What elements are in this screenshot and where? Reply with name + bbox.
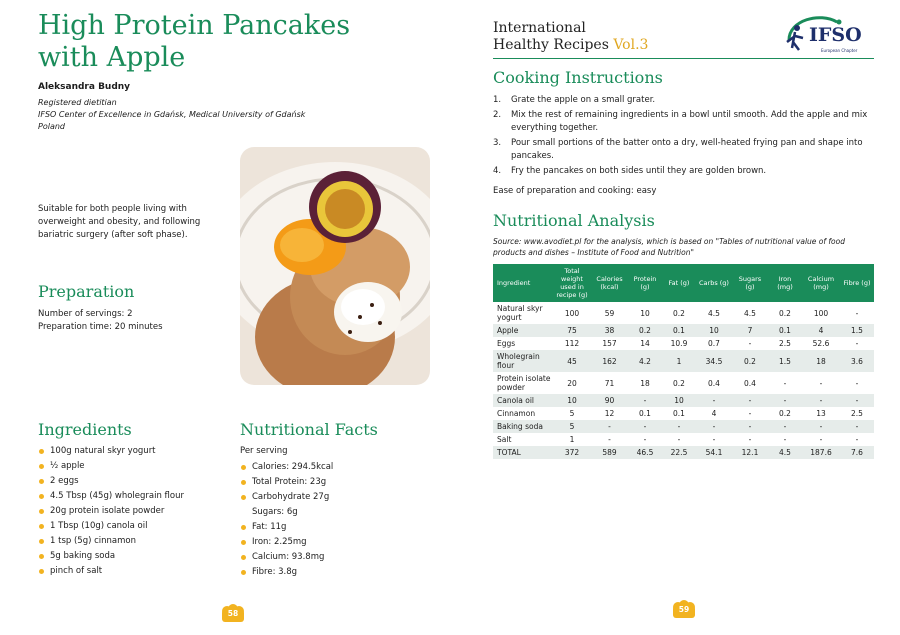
table-body — [493, 302, 874, 459]
list-item: 20g protein isolate powder — [38, 504, 233, 519]
list-item: 4. Fry the pancakes on both sides until they are golden brown. — [493, 166, 767, 176]
value-cell: - — [840, 420, 874, 433]
recipe-title: High Protein Pancakes with Apple — [38, 10, 351, 73]
value-cell: - — [643, 435, 647, 444]
value-cell: - — [855, 435, 859, 444]
value-cell: 0.1 — [768, 324, 802, 337]
list-item: Carbohydrate 27g — [240, 490, 435, 505]
table-row — [493, 446, 874, 459]
ingredient-cell: Salt — [497, 435, 512, 444]
list-item: Calories: 294.5kcal — [240, 460, 435, 475]
list-item: 4.5 Tbsp (45g) wholegrain flour — [38, 489, 233, 504]
value-cell: 10.9 — [670, 339, 688, 348]
value-cell: - — [768, 394, 802, 407]
column-header: Calcium (mg) — [802, 264, 840, 302]
ingredients-list — [38, 444, 233, 579]
value-cell: 71 — [604, 378, 615, 388]
value-cell: 4.2 — [628, 350, 662, 372]
value-cell: - — [819, 435, 823, 444]
preparation-heading: Preparation — [38, 282, 135, 301]
table-row — [493, 350, 874, 372]
recipe-description: Suitable for both people living with overweight and obesity, and following bariatric surgery (after soft phase). — [38, 204, 201, 240]
column-header: Total weight used in recipe (g) — [553, 264, 591, 302]
value-cell: 18 — [802, 350, 840, 372]
value-cell: 90 — [591, 394, 628, 407]
value-cell: 10 — [640, 308, 650, 318]
table-row — [493, 407, 874, 420]
value-cell: 3.6 — [840, 350, 874, 372]
value-cell: - — [712, 435, 716, 444]
list-item: Iron: 2.25mg — [240, 535, 435, 550]
analysis-source: Source: www.avodiet.pl for the analysis, which is based on "Tables of nutritional value of food products and dishes – Institute of Food and Nutrition" — [493, 237, 845, 257]
value-cell: - — [768, 420, 802, 433]
value-cell: 0.7 — [708, 339, 720, 348]
value-cell: 20 — [567, 378, 577, 388]
list-item: ½ apple — [38, 459, 233, 474]
value-cell: 0.2 — [673, 308, 685, 318]
value-cell: - — [819, 378, 823, 388]
author-name: Aleksandra Budny — [38, 82, 131, 92]
ifso-logo — [775, 10, 875, 58]
value-cell: 187.6 — [802, 446, 840, 459]
list-item: 1. Grate the apple on a small grater. — [493, 95, 656, 105]
value-cell: 112 — [564, 339, 580, 348]
value-cell: - — [677, 435, 681, 444]
value-cell: 0.2 — [628, 324, 662, 337]
value-cell: 14 — [640, 339, 650, 348]
servings-text: Number of servings: 2 — [38, 309, 133, 319]
value-cell: 38 — [591, 324, 628, 337]
step-text: Pour small portions of the batter onto a dry, well-heated frying pan and shape into pancakes. — [511, 138, 863, 161]
step-text: Grate the apple on a small grater. — [511, 95, 656, 105]
value-cell: 7.6 — [840, 446, 874, 459]
value-cell: 0.1 — [673, 409, 685, 418]
list-item: Fibre: 3.8g — [240, 565, 435, 580]
value-cell: 0.1 — [639, 409, 651, 418]
table-row — [493, 394, 874, 407]
table-row — [493, 324, 874, 337]
value-cell: 54.1 — [696, 446, 732, 459]
value-cell: - — [802, 420, 840, 433]
value-cell: 46.5 — [628, 446, 662, 459]
list-item: 1 Tbsp (10g) canola oil — [38, 519, 233, 534]
value-cell: - — [783, 435, 787, 444]
author-country: Poland — [38, 122, 65, 131]
ingredient-cell: Canola oil — [493, 394, 553, 407]
step-text: Mix the rest of remaining ingredients in a bowl until smooth. Add the apple and mix everything together. — [511, 110, 868, 133]
value-cell: 4.5 — [744, 308, 756, 318]
list-item: 3. Pour small portions of the batter onto a dry, well-heated frying pan and shape into pancakes. — [493, 138, 863, 161]
value-cell: 1 — [569, 435, 575, 444]
value-cell: - — [783, 378, 787, 388]
value-cell: 372 — [553, 446, 591, 459]
cooking-instructions-heading: Cooking Instructions — [493, 68, 663, 87]
value-cell: - — [591, 420, 628, 433]
logo-text: IFSO — [809, 24, 862, 46]
value-cell: - — [628, 394, 662, 407]
column-header: Ingredient — [493, 264, 553, 302]
value-cell: 18 — [640, 378, 650, 388]
value-cell: 1.5 — [840, 324, 874, 337]
column-header: Sugars (g) — [732, 264, 768, 302]
page-number-badge — [219, 604, 247, 622]
value-cell: 75 — [553, 324, 591, 337]
list-item: 2. Mix the rest of remaining ingredients in a bowl until smooth. Add the apple and mix everything together. — [493, 110, 868, 133]
list-item: pinch of salt — [38, 564, 233, 579]
pancakes-illustration — [240, 147, 430, 385]
author-role: Registered dietitian — [38, 98, 117, 107]
value-cell: 10 — [553, 394, 591, 407]
pancakes-photo — [240, 147, 430, 385]
value-cell: 13 — [816, 409, 826, 418]
value-cell: - — [748, 339, 752, 348]
value-cell: 12.1 — [732, 446, 768, 459]
value-cell: 22.5 — [662, 446, 696, 459]
value-cell: 0.1 — [662, 324, 696, 337]
value-cell: 10 — [662, 394, 696, 407]
table-row — [493, 302, 874, 324]
ingredient-cell: Wholegrain flour — [493, 350, 553, 372]
value-cell: 5 — [553, 420, 591, 433]
value-cell: 10 — [696, 324, 732, 337]
author-affiliation — [38, 97, 338, 133]
value-cell: 162 — [591, 350, 628, 372]
logo-subtitle: European Chapter — [821, 48, 858, 53]
list-item: Calcium: 93.8mg — [240, 550, 435, 565]
step-text: Fry the pancakes on both sides until they are golden brown. — [511, 166, 767, 176]
nutritional-analysis-heading: Nutritional Analysis — [493, 211, 655, 230]
value-cell: 45 — [553, 350, 591, 372]
volume-label: Vol.3 — [613, 37, 649, 53]
value-cell: - — [855, 339, 859, 348]
list-item: 100g natural skyr yogurt — [38, 444, 233, 459]
value-cell: 1 — [662, 350, 696, 372]
column-header: Calories (kcal) — [591, 264, 628, 302]
table-row — [493, 372, 874, 394]
value-cell: 4 — [802, 324, 840, 337]
per-serving-label: Per serving — [240, 446, 288, 456]
value-cell: 0.2 — [779, 409, 791, 418]
list-item: Sugars: 6g — [252, 507, 298, 517]
value-cell: 5 — [569, 409, 575, 418]
nutrition-table — [493, 264, 874, 459]
list-item: 1 tsp (5g) cinnamon — [38, 534, 233, 549]
author-institution: IFSO Center of Excellence in Gdańsk, Medical University of Gdańsk — [38, 110, 306, 119]
value-cell: 0.2 — [779, 308, 791, 318]
table-row — [493, 337, 874, 350]
value-cell: 52.6 — [812, 339, 830, 348]
value-cell: - — [748, 435, 752, 444]
page-number: 59 — [678, 605, 690, 614]
nutritional-facts-heading: Nutritional Facts — [240, 420, 378, 439]
nutritional-facts-list — [240, 460, 435, 580]
value-cell: - — [855, 378, 859, 388]
right-page — [450, 0, 900, 635]
value-cell: 4.5 — [768, 446, 802, 459]
cooking-steps — [493, 94, 874, 180]
preparation-details — [38, 308, 163, 334]
table-row — [493, 433, 874, 446]
value-cell: 59 — [604, 308, 615, 318]
value-cell: 1.5 — [768, 350, 802, 372]
value-cell: 157 — [602, 339, 617, 348]
list-item: 5g baking soda — [38, 549, 233, 564]
value-cell: 0.4 — [744, 378, 756, 388]
ingredient-cell: Natural skyr yogurt — [497, 304, 543, 322]
value-cell: - — [696, 394, 732, 407]
column-header: Carbs (g) — [696, 264, 732, 302]
value-cell: - — [696, 420, 732, 433]
ingredient-cell: Protein isolate powder — [497, 374, 551, 392]
value-cell: 2.5 — [779, 339, 791, 348]
header-divider — [493, 58, 874, 59]
value-cell: 0.4 — [708, 378, 720, 388]
value-cell: 4.5 — [708, 308, 720, 318]
value-cell: 2.5 — [851, 409, 863, 418]
ingredient-cell: Apple — [493, 324, 553, 337]
list-item: Total Protein: 23g — [240, 475, 435, 490]
value-cell: 100 — [813, 308, 829, 318]
list-item: 2 eggs — [38, 474, 233, 489]
list-item: Fat: 11g — [240, 520, 435, 535]
ingredient-cell: Baking soda — [493, 420, 553, 433]
value-cell: 34.5 — [696, 350, 732, 372]
value-cell: 0.2 — [673, 378, 685, 388]
value-cell: - — [840, 394, 874, 407]
column-header: Fat (g) — [662, 264, 696, 302]
ease-of-preparation: Ease of preparation and cooking: easy — [493, 186, 657, 196]
series-line-1: International — [493, 20, 586, 36]
ingredient-cell: Cinnamon — [497, 409, 536, 418]
column-header: Iron (mg) — [768, 264, 802, 302]
ingredients-heading: Ingredients — [38, 420, 132, 439]
page-number-badge — [670, 600, 698, 618]
value-cell: 100 — [564, 308, 580, 318]
column-header: Protein (g) — [628, 264, 662, 302]
ingredient-cell: Eggs — [497, 339, 516, 348]
value-cell: - — [662, 420, 696, 433]
table-row — [493, 420, 874, 433]
value-cell: - — [628, 420, 662, 433]
value-cell: 4 — [711, 409, 717, 418]
column-header: Fibre (g) — [840, 264, 874, 302]
value-cell: - — [855, 308, 859, 318]
series-line-2: Healthy Recipes — [493, 37, 609, 53]
page-number: 58 — [227, 609, 239, 618]
value-cell: - — [732, 394, 768, 407]
table-header-row — [493, 264, 874, 302]
value-cell: - — [732, 420, 768, 433]
value-cell: 589 — [591, 446, 628, 459]
value-cell: - — [608, 435, 611, 444]
value-cell: 0.2 — [732, 350, 768, 372]
prep-time-text: Preparation time: 20 minutes — [38, 322, 163, 332]
value-cell: 7 — [732, 324, 768, 337]
series-title — [493, 20, 648, 54]
ingredient-cell: TOTAL — [493, 446, 553, 459]
value-cell: - — [802, 394, 840, 407]
value-cell: - — [748, 409, 752, 418]
value-cell: 12 — [604, 409, 615, 418]
